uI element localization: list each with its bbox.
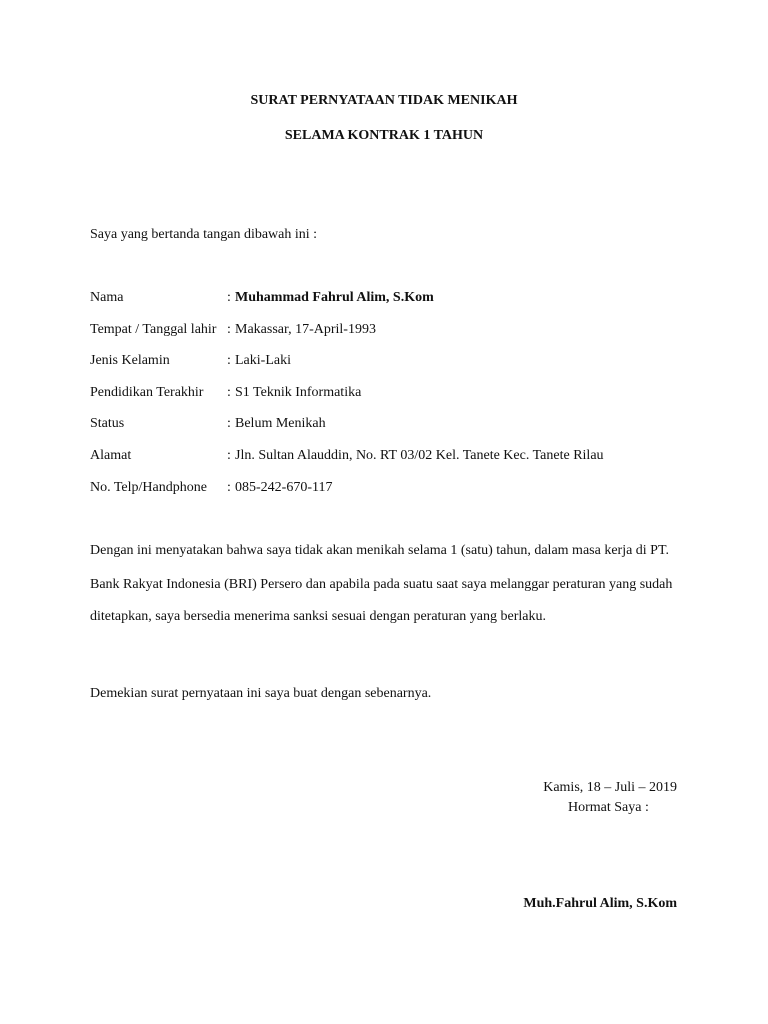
field-separator: : [227,385,231,400]
field-separator: : [227,322,231,337]
field-separator: : [227,353,231,368]
field-separator: : [227,290,231,305]
field-label: Tempat / Tanggal lahir [90,322,217,337]
field-label: No. Telp/Handphone [90,480,207,495]
field-value: Muhammad Fahrul Alim, S.Kom [235,290,434,305]
signature-name: Muh.Fahrul Alim, S.Kom [523,896,677,911]
field-label: Jenis Kelamin [90,353,170,368]
field-separator: : [227,480,231,495]
intro-text: Saya yang bertanda tangan dibawah ini : [90,227,318,242]
field-separator: : [227,416,231,431]
field-separator: : [227,448,231,463]
statement-line: ditetapkan, saya bersedia menerima sanksi sesuai dengan peraturan yang berlaku. [90,609,546,624]
field-value: Belum Menikah [235,416,326,431]
field-value: Makassar, 17-April-1993 [235,322,376,337]
signature-regards: Hormat Saya : [568,800,649,815]
document-title: SURAT PERNYATAAN TIDAK MENIKAH [250,93,518,108]
field-value: 085-242-670-117 [235,480,333,495]
field-label: Nama [90,290,124,305]
field-label: Alamat [90,448,132,463]
field-value: S1 Teknik Informatika [235,385,362,400]
statement-line: Dengan ini menyatakan bahwa saya tidak akan menikah selama 1 (satu) tahun, dalam masa kerja di PT. [90,543,669,558]
signature-date: Kamis, 18 – Juli – 2019 [543,780,677,795]
field-value: Laki-Laki [235,353,291,368]
field-value: Jln. Sultan Alauddin, No. RT 03/02 Kel. Tanete Kec. Tanete Rilau [235,448,604,463]
statement-line: Bank Rakyat Indonesia (BRI) Persero dan apabila pada suatu saat saya melanggar peraturan yang sudah [90,577,673,592]
field-label: Status [90,416,125,431]
field-label: Pendidikan Terakhir [90,385,204,400]
closing-text: Demekian surat pernyataan ini saya buat dengan sebenarnya. [90,686,432,701]
document-subtitle: SELAMA KONTRAK 1 TAHUN [284,128,484,143]
